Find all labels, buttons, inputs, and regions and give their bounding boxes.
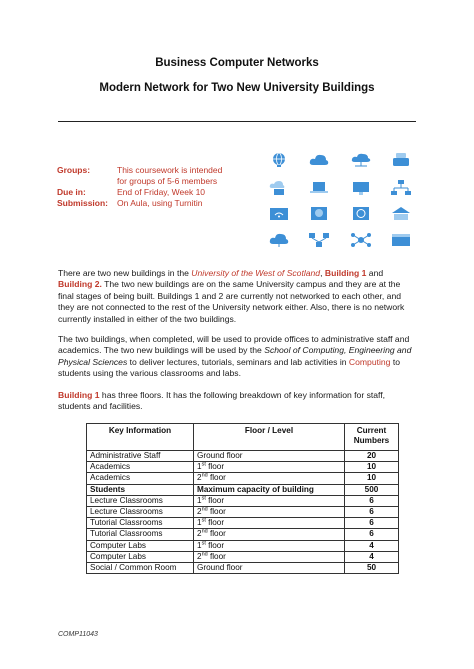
key-info-cell: Academics xyxy=(87,473,194,484)
key-info-cell: Social / Common Room xyxy=(87,562,194,573)
current-number-cell: 10 xyxy=(345,473,399,484)
floor-word: floor xyxy=(207,551,226,561)
floor-ordinal-suffix: st xyxy=(201,495,206,502)
floor-level-cell xyxy=(194,562,345,573)
cloud-building-icon xyxy=(390,206,412,222)
header-current-numbers: Current Numbers xyxy=(345,424,399,451)
para1-text-a: There are two new buildings in the xyxy=(58,268,192,278)
course-code: COMP11043 xyxy=(58,631,98,638)
network-globe-icon xyxy=(268,152,290,168)
floor-ordinal-suffix: st xyxy=(201,517,206,524)
para3-text-b: has three floors. It has the following breakdown of key information for staff, students and facilities. xyxy=(58,390,386,412)
school-name: School of Computing, Engineering and Physical Sciences xyxy=(58,345,412,367)
laptop-icon xyxy=(308,180,330,196)
building-1-key-info-table xyxy=(86,423,399,574)
floor-ordinal-suffix: st xyxy=(201,461,206,468)
header-key-information: Key Information xyxy=(87,424,194,451)
floor-level-cell xyxy=(194,484,345,495)
table-row xyxy=(87,540,399,551)
floor-level-cell xyxy=(194,506,345,517)
current-number-cell: 500 xyxy=(345,484,399,495)
building-2-ref: Building 2. xyxy=(58,279,102,290)
floor-value: 2 xyxy=(197,551,202,561)
computing-ref: Computing xyxy=(348,356,391,367)
table-row xyxy=(87,451,399,462)
floor-value: 2 xyxy=(197,529,202,539)
info-value-groups: This coursework is intended xyxy=(117,165,223,175)
floor-word: floor xyxy=(205,540,225,550)
floor-ordinal-suffix: st xyxy=(201,539,206,546)
monitor-icon xyxy=(350,180,372,196)
floor-ordinal-suffix: nd xyxy=(201,472,208,479)
para1-text-e: and xyxy=(366,268,384,278)
secure-cloud-icon xyxy=(308,206,330,222)
table-row xyxy=(87,495,399,506)
table-header-row xyxy=(87,424,399,451)
floor-value: 1 xyxy=(197,462,202,472)
key-info-cell: Computer Labs xyxy=(87,540,194,551)
paragraph-building-1-floors xyxy=(58,390,416,413)
floor-value: 2 xyxy=(197,507,202,517)
current-number-cell: 6 xyxy=(345,495,399,506)
current-number-cell: 4 xyxy=(345,551,399,562)
table-row xyxy=(87,562,399,573)
title-divider xyxy=(58,121,416,122)
floor-value: 1 xyxy=(197,495,202,505)
current-number-cell: 6 xyxy=(345,506,399,517)
hub-icon xyxy=(350,232,372,248)
current-number-cell: 50 xyxy=(345,562,399,573)
wireless-icon xyxy=(268,206,290,222)
table-row xyxy=(87,484,399,495)
info-value-groups-2: for groups of 5-6 members xyxy=(117,176,218,186)
table-row xyxy=(87,473,399,484)
floor-level-cell xyxy=(194,540,345,551)
current-number-cell: 10 xyxy=(345,462,399,473)
info-value-submission: On Aula, using Turnitin xyxy=(117,198,203,208)
cloud-computer-icon xyxy=(268,180,290,196)
paragraph-buildings-intro xyxy=(58,268,416,325)
floor-ordinal-suffix: nd xyxy=(201,506,208,513)
key-info-cell: Computer Labs xyxy=(87,551,194,562)
table-body xyxy=(87,451,399,574)
university-name: University of the West of Scotland xyxy=(191,268,321,278)
assignment-title: Modern Network for Two New University Buildings xyxy=(99,82,375,94)
table-row xyxy=(87,551,399,562)
floor-word: floor xyxy=(207,507,226,517)
info-label-groups: Groups: xyxy=(57,165,91,175)
cloud-icon xyxy=(308,152,330,168)
floor-level-cell xyxy=(194,473,345,484)
floor-word: floor xyxy=(207,529,226,539)
building-1-heading-ref: Building 1 xyxy=(58,390,100,400)
current-number-cell: 6 xyxy=(345,529,399,540)
para2-text-e: to students using the various classrooms and labs. xyxy=(58,356,401,379)
router-icon xyxy=(390,152,412,168)
para1-text-g: The two new buildings are on the same University campus and they are at the final stages of being built. Buildings 1 and 2 are currently not networked to each other, and they are not connected to the rest of the University network either. Also, there is no network currently installed in either of the two buildings. xyxy=(58,279,405,324)
table-row xyxy=(87,529,399,540)
info-label-submission: Submission: xyxy=(57,198,109,208)
para2-text-a: The two buildings, when completed, will be used to provide offices to administrative staff and academics. The two new buildings will be used by the xyxy=(58,334,410,356)
floor-word: floor xyxy=(207,473,226,483)
network-icons-grid xyxy=(265,152,415,252)
key-info-cell: Students xyxy=(87,484,194,495)
server-window-icon xyxy=(390,232,412,248)
current-number-cell: 6 xyxy=(345,518,399,529)
table-row xyxy=(87,518,399,529)
para2-text-c: to deliver lectures, tutorials, seminars and lab activities in xyxy=(127,356,349,367)
floor-ordinal-suffix: nd xyxy=(201,528,208,535)
flowchart-icon xyxy=(308,232,330,248)
current-number-cell: 4 xyxy=(345,540,399,551)
key-info-cell: Tutorial Classrooms xyxy=(87,518,194,529)
floor-ordinal-suffix: nd xyxy=(201,551,208,558)
floor-value: Ground floor xyxy=(197,451,243,461)
floor-level-cell xyxy=(194,518,345,529)
table-row xyxy=(87,506,399,517)
paragraph-buildings-usage xyxy=(58,334,416,380)
floor-level-cell xyxy=(194,551,345,562)
para1-text-c: , xyxy=(320,268,325,278)
network-tree-icon xyxy=(390,180,412,196)
key-info-cell: Administrative Staff xyxy=(87,451,194,462)
info-label-due: Due in: xyxy=(57,187,86,197)
key-info-cell: Academics xyxy=(87,462,194,473)
floor-level-cell xyxy=(194,495,345,506)
floor-value: Maximum capacity of building xyxy=(197,484,314,494)
floor-level-cell xyxy=(194,462,345,473)
current-number-cell: 20 xyxy=(345,451,399,462)
key-info-cell: Lecture Classrooms xyxy=(87,495,194,506)
globe-network-icon xyxy=(350,206,372,222)
floor-value: 1 xyxy=(197,540,202,550)
floor-word: floor xyxy=(205,495,225,505)
key-info-cell: Lecture Classrooms xyxy=(87,506,194,517)
table-row xyxy=(87,462,399,473)
building-1-ref: Building 1 xyxy=(324,268,367,278)
floor-value: Ground floor xyxy=(197,562,243,572)
cloud-network-icon xyxy=(350,152,372,168)
floor-level-cell xyxy=(194,529,345,540)
key-info-cell: Tutorial Classrooms xyxy=(87,529,194,540)
floor-level-cell xyxy=(194,451,345,462)
header-floor-level: Floor / Level xyxy=(194,424,345,451)
info-value-due: End of Friday, Week 10 xyxy=(117,187,206,197)
floor-value: 2 xyxy=(197,473,202,483)
floor-value: 1 xyxy=(197,518,202,528)
course-title: Business Computer Networks xyxy=(155,57,319,69)
floor-word: floor xyxy=(205,462,225,472)
cloud-upload-icon xyxy=(268,232,290,248)
floor-word: floor xyxy=(205,518,225,528)
